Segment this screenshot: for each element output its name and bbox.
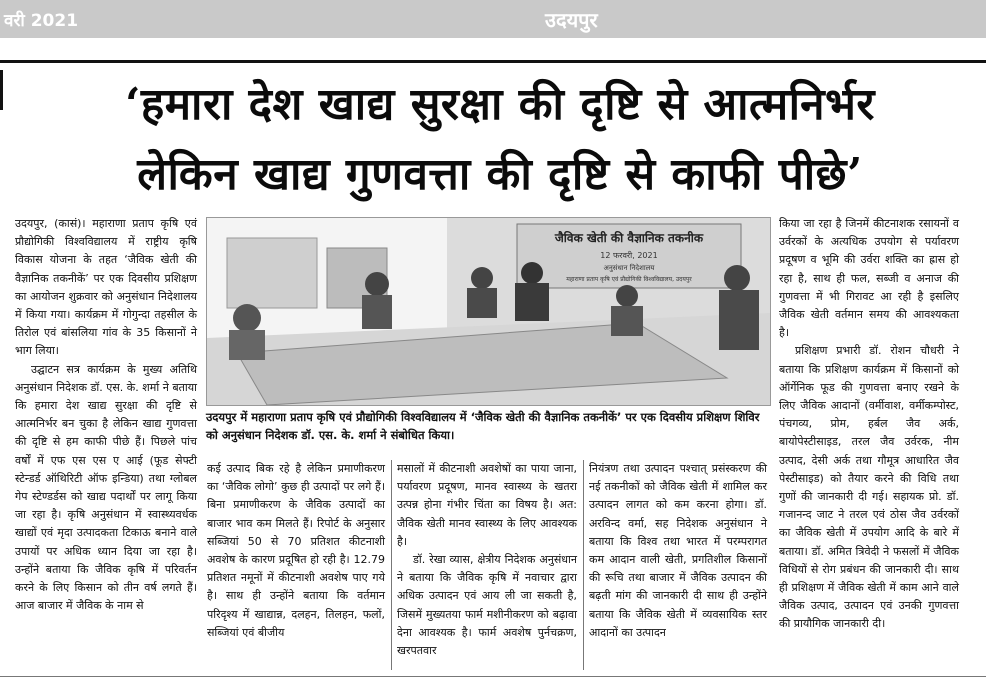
article-paragraph: उद्घाटन सत्र कार्यक्रम के मुख्य अतिथि अनुसंधान निदेशक डॉ. एस. के. शर्मा ने बताया कि हमारा देश खाद्य सुरक्षा की दृष्टि से आत्मनिर्भर बन चुका है लेकिन खाद्य गुणवत्ता की दृष्टि से हम काफी पीछे हैं। पिछले पांच वर्षों में एफ एस एस ए आई (फूड सेफ्टी स्टेन्डर्ड ऑथिरिटी ऑफ इन्डिया) तथा ग्लोबल गेप स्टेण्डर्डस को खाद्य पदार्थों पर लागू किया जा रहा है। कृषि अनुसंधान में स्वास्थ्यवर्धक खाद्यों एवं मृदा उत्पादकता टिकाऊ बनाने वाले उपायों पर अधिक ध्यान दिया जा रहा है। उन्होंने बताया कि जैविक कृषि में परिवर्तन करने के लिए किसान को तीन वर्ष लगते हैं। आज बाजार में जैविक के नाम से <box>15 362 197 613</box>
column-divider <box>583 460 584 670</box>
issue-date: वरी 2021 <box>4 11 79 31</box>
edition-city: उदयपुर <box>545 8 598 32</box>
banner-univ: महाराणा प्रताप कृषि एवं प्रौद्योगिकी विश्वविद्यालय, उदयपुर <box>566 276 692 283</box>
article-lead-paragraph: उदयपुर, (कासं)। महाराणा प्रताप कृषि एवं प्रौद्योगिकी विश्वविद्यालय में राष्ट्रीय कृषि विकास योजना के तहत ‘जैविक खेती की वैज्ञानिक तकनीकें’ पर एक दिवसीय प्रशिक्षण का आयोजन शुक्रवार को अनुसंधान निदेशालय में किया गया। कार्यक्रम में गोगुन्दा तहसील के तिरोल एवं बांसलिया गांव के 35 किसानों ने भाग लिया। <box>15 217 197 358</box>
article-paragraph: मसालों में कीटनाशी अवशेषों का पाया जाना, पर्यावरण प्रदूषण, मानव स्वास्थ्य के खतरा उत्पन्न होना गंभीर चिंता का विषय है। अत: जैविक खेती मानव स्वास्थ्य के लिए आवश्यक है। <box>397 462 577 548</box>
bottom-rule <box>0 676 986 677</box>
news-photo <box>206 217 771 406</box>
article-column-1 <box>15 215 197 615</box>
article-column-5 <box>779 215 959 634</box>
article-paragraph: किया जा रहा है जिनमें कीटनाशक रसायनों व उर्वरकों के अत्यधिक उपयोग से पर्यावरण प्रदूषण व भूमि की उर्वरा शक्ति का ह्रास हो रहा है, साथ ही फल, सब्जी व अनाज की गुणवत्ता में भी गिरावट आ रही है इसलिए जैविक खेती वर्तमान समय की आवश्यकता है। <box>779 217 959 340</box>
article-paragraph: नियंत्रण तथा उत्पादन पश्चात् प्रसंस्करण की नई तकनीकों को जैविक खेती में शामिल कर उत्पादन लागत को कम करना होगा। डॉ. अरविन्द वर्मा, सह निदेशक अनुसंधान ने बताया कि विश्व तथा भारत में परम्परागत कम आदान वाली खेती, प्रगतिशील किसानों की रूचि तथा बाजार में जैविक उत्पादन की बढ़ती मांग की जानकारी दी साथ ही उन्होंने बताया कि जैविक खेती में व्यवसायिक स्तर आदानों का उत्पादन <box>589 462 767 639</box>
banner-title: जैविक खेती की वैज्ञानिक तकनीक <box>554 231 704 245</box>
article-column-2 <box>207 460 385 642</box>
banner-date: 12 फरवरी, 2021 <box>600 251 658 260</box>
left-edge-mark <box>0 70 3 110</box>
photo-caption: उदयपुर में महाराणा प्रताप कृषि एवं प्रौद्योगिकी विश्वविद्यालय में ‘जैविक खेती की वैज्ञानिक तकनीकें’ पर एक दिवसीय प्रशिक्षण शिविर को अनुसंधान निदेशक डॉ. एस. के. शर्मा ने संबोधित किया। <box>206 410 760 442</box>
article-paragraph: प्रशिक्षण प्रभारी डॉ. रोशन चौधरी ने बताया कि प्रशिक्षण कार्यक्रम में किसानों को ऑर्गेनिक फूड की गुणवत्ता बनाए रखने के लिए जैविक आदानों (वर्मीवाश, वर्मीकम्पोस्ट, पंचगव्य, प्रोम, हर्बल जैव अर्क, बायोपेस्टीसाइड, तरल जैव उर्वरक, नीम उत्पाद, देसी अर्क तथा गौमूत्र आधारित जैव पेस्टीसाइड) को तैयार करने की विधि तथा गुणों की जानकारी दी गई। सहायक प्रो. डॉ. गजानन्द जाट ने तरल एवं ठोस जैव उर्वरकों का जैविक खेती में उपयोग आदि के बारे में बताया। डॉ. अमित त्रिवेदी ने फसलों में जैविक विधियों से रोग प्रबंधन की जानकारी दी। साथ ही प्रशिक्षण में जैविक खेती में काम आने वाले जैविक उत्पाद, उत्पादन एवं उनकी गुणवत्ता की प्रायौगिक जानकारी दी। <box>779 344 959 631</box>
headline <box>20 70 980 210</box>
article-column-4 <box>589 460 767 642</box>
article-paragraph: कई उत्पाद बिक रहे है लेकिन प्रमाणीकरण का ‘जैविक लोगो’ कुछ ही उत्पादों पर लगे हैं। बिना प्रमाणीकरण के जैविक उत्पादों का बाजार भाव कम मिलते हैं। रिपोर्ट के अनुसार सब्जियां 50 से 70 प्रतिशत कीटनाशी अवशेष के कारण प्रदूषित हो रही है। 12.79 प्रतिशत नमूनों में कीटनाशी अवशेष पाए गये है। साथ ही उन्होंने बताया कि वर्तमान परिदृश्य में खाद्यान्न, दलहन, तिलहन, फलों, सब्जियां एवं बीजीय <box>207 462 385 639</box>
column-divider <box>391 460 392 670</box>
newspaper-header-bar <box>0 0 986 38</box>
article-column-3 <box>397 460 577 660</box>
headline-line-2: लेकिन खाद्य गुणवत्ता की दृष्टि से काफी पीछे’ <box>137 149 863 200</box>
article-paragraph: डॉ. रेखा व्यास, क्षेत्रीय निदेशक अनुसंधान ने बताया कि जैविक कृषि में नवाचार द्वारा अधिक उत्पादन एवं आय ली जा सकती है, जिसमें मुख्यतया फार्म मशीनीकरण को बढ़ावा देना आवश्यक है। फार्म अवशेष पुर्नचक्रण, खरपतवार <box>397 553 577 658</box>
header-rule <box>0 60 986 63</box>
banner-org: अनुसंधान निदेशालय <box>603 264 655 272</box>
headline-line-1: ‘हमारा देश खाद्य सुरक्षा की दृष्टि से आत्मनिर्भर <box>125 79 875 130</box>
